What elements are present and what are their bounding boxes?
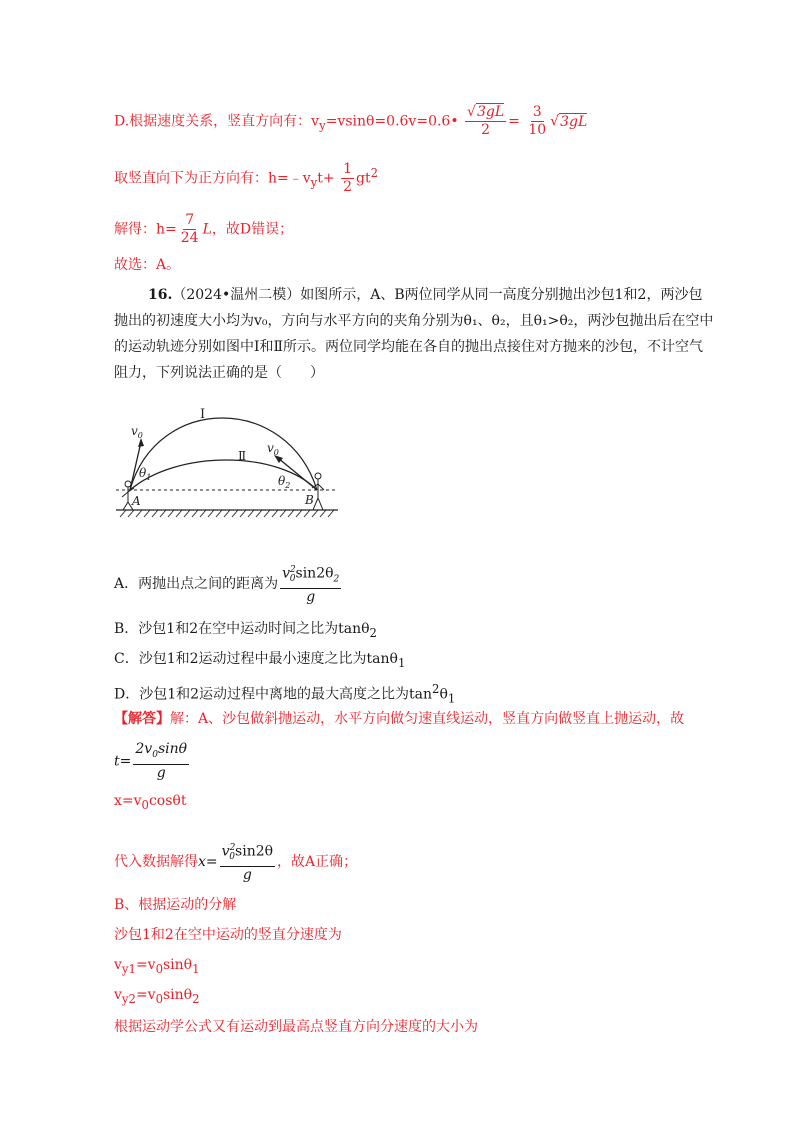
label-trajectory-I: I [200,407,206,422]
trajectory-figure [112,398,344,520]
prev-solution-solve-line: 解得：h= $\frac{7}{24}$ L，故D错误； [114,212,294,246]
answer-intro: 【解答】解：A、沙包做斜抛运动，水平方向做匀速直线运动，竖直方向做竖直上抛运动，故 [114,711,685,727]
option-c: C．沙包1和2运动过程中最小速度之比为tanθ$_1$ [114,651,406,670]
answer-tag: 【解答】 [114,711,170,727]
question-number: 16. [148,287,173,303]
question-16 [114,282,714,386]
trajectory-I [130,418,317,490]
answer-t-formula: t= $\frac{2v_0\sin\theta}{g}$ [114,741,188,781]
answer-substitute-line: 代入数据解得x= $\frac{v^2_0\sin 2\theta}{g}$ ，故A正确； [114,840,357,884]
answer-vy2: $v_{y2}=v_0\sin\theta_2$ [114,987,200,1006]
answer-x-line: $x=v_0\cos\theta t$ [114,793,187,812]
answer-last-line: 根据运动学公式又有运动到最高点竖直方向分速度的大小为 [114,1019,478,1035]
answer-vy1: $v_{y1}=v_0\sin\theta_1$ [114,957,200,976]
option-d: D．沙包1和2运动过程中离地的最大高度之比为$\tan^2\theta_1$ [114,682,456,706]
prev-solution-d-line: D.根据速度关系，竖直方向有：$v_y=vsin\theta=0.6v=0.6•$ $\frac{√3gL}{2}$ = $\frac{3}{10}$ √3gL [114,104,588,138]
question-body: （2024•温州二模）如图所示，A、B两位同学从同一高度分别抛出沙包1和2，两沙包抛出的初速度大小均为v₀，方向与水平方向的夹角分别为θ₁、θ₂，且θ₁>θ₂，两沙包抛出后在空中的运动轨迹分别如图中Ⅰ和Ⅱ所示。两位同学均能在各自的抛出点接住对方抛来的沙包，不计空气阻力，下列说法正确的是（ ） [114,287,714,381]
label-theta1: $\theta_1$ [139,466,152,482]
label-point-a: A [132,494,141,508]
label-trajectory-II: Ⅱ [238,449,247,463]
label-point-b: B [305,493,314,507]
answer-b-line: 沙包1和2在空中运动的竖直分速度为 [114,927,342,943]
answer-b-heading: B、根据运动的分解 [114,897,237,913]
ground-hatching [120,510,334,517]
prev-solution-take-line: 取竖直向下为正方向有：$h=﹣v_yt+$ $\frac{1}{2}$ $gt^2$ [114,161,378,195]
label-theta2: $\theta_2$ [278,474,291,490]
label-v0-right: $v_0$ [267,441,279,457]
option-a: A．两抛出点之间的距离为 $\frac{v^2_0\sin 2\theta_2}{g}$ [114,562,343,606]
prev-solution-choice: 故选：A。 [114,257,181,273]
label-v0-left: $v_0$ [131,424,143,440]
option-b: B．沙包1和2在空中运动时间之比为tanθ$_2$ [114,621,377,640]
